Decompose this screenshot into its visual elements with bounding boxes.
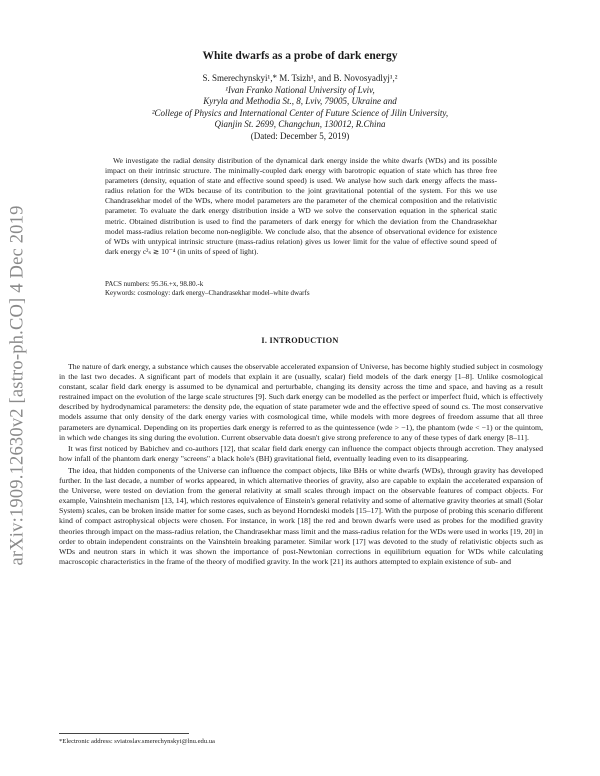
body-paragraph: The nature of dark energy, a substance which causes the observable accelerated expansion of Universe, has become highly studied subject in cosmology in the last two decades. A significant part of models that explain it are (usually, scalar) field models of the dark energy [1–8]. Unlike cosmological constant, scalar field dark energy is assumed to be dynamical and perturbable, changing its density across the time and space, and having as a result restrained impact on the evolution of the large scale structures [9]. Such dark energy can be modelled as the perfect or imperfect fluid, which is effectively described by hydrodynamical parameters: the density ρde, the equation of state parameter wde and the effective speed of sound cs. The most conservative models assume that only density of the dark energy varies with cosmological time, while models with more degrees of freedom assume that all three parameters are dynamical. Depending on its properties dark energy is referred to as the quintessence (wde > −1), the phantom (wde < −1) or the quintom, in which wde changes its sing during the evolution. Current observable data doesn't give strong preference to any of these types of dark energy [8–11]. — [59, 362, 543, 442]
dated-line: (Dated: December 5, 2019) — [250, 130, 350, 141]
pacs-numbers: PACS numbers: 95.36.+x, 98.80.-k — [105, 280, 204, 288]
abstract: We investigate the radial density distribution of the dynamical dark energy inside the white dwarfs (WDs) and its possible impact on their intrinsic structure. The minimally-coupled dark energy with barotropic equation of state which has three free parameters (density, equation of state and effective sound speed) is used. We analyse how such dark energy affects the mass-radius relation for the WDs because of its contribution to the joint gravitational potential of the system. For this we use Chandrasekhar model of the WDs, where model parameters are the parameter of the chemical composition and the relativistic parameter. To evaluate the dark energy distribution inside a WD we solve the conservation equation in the spherical static metric. Obtained distribution is used to find the parameters of dark energy for which the deviation from the Chandrasekhar model mass-radius relation become non-negligible. We conclude also, that the absence of observational evidence for existence of WDs with untypical intrinsic structure (mass-radius relation) gives us lower limit for the value of effective sound speed of dark energy c²ₛ ≳ 10⁻⁴ (in units of speed of light). — [105, 156, 497, 256]
body-paragraph: It was first noticed by Babichev and co-authors [12], that scalar field dark energy can influence the compact objects through accretion. They analysed how infall of the phantom dark energy "screens" a black hole's (BH) gravitational field, eventually leading even to its disappearing. — [59, 444, 543, 464]
affiliation-line: Kyryla and Methodia St., 8, Lviv, 79005, Ukraine and — [203, 96, 397, 106]
arxiv-id: arXiv:1909.12630v2 [astro-ph.CO] 4 Dec 2019 — [7, 204, 28, 566]
section-heading: I. INTRODUCTION — [261, 336, 339, 345]
body-paragraph: The idea, that hidden components of the Universe can influence the compact objects, like BHs or white dwarfs (WDs), through gravity has developed further. In the last decade, a number of works appeared, in which alternative theories of gravity, also are capable to explain the accelerated expansion of the Universe, were tested on deviation from the general relativity at small scales through impact on the observable features of compact objects. For example, Vainshtein mechanism [13, 14], which restores equivalence of Einstein's general relativity and some of alternative gravity theories at small (Solar System) scales, can be broken inside matter for some cases, such as beyond Horndeski models [15–17]. With the purpose of probing this scenario different kind of compact astrophysical objects were chosen. For instance, in work [18] the red and brown dwarfs were used as probes for the modified gravity theories through impact on the mass-radius relation, the Chandrasekhar mass limit and the mass-radius relation for the WDs were used in works [19, 20] in order to obtain independent constraints on the Vainshtein breaking parameter. Similar work [17] was devoted to the study of relativistic objects such as WDs and neutron stars in which it was shown the importance of post-Newtonian corrections in equilibrium equation for WDs while calculating macroscopic characteristics in the frame of the theory of modified gravity. In the work [21] its authors attempted to explain existence of sub- and — [59, 465, 543, 566]
paper-title: White dwarfs as a probe of dark energy — [202, 50, 398, 62]
author-block — [60, 73, 540, 142]
arxiv-stamp — [2, 160, 34, 610]
body-text — [59, 362, 543, 568]
affiliation-line: ²College of Physics and International Center of Future Science of Jilin University, — [151, 107, 449, 118]
author-list: S. Smerechynskyi¹,* M. Tsizh¹, and B. Novosyadlyj¹,² — [202, 73, 398, 83]
affiliation-line: ¹Ivan Franko National University of Lviv, — [225, 84, 375, 95]
footnote-rule — [59, 733, 189, 734]
affiliation-line: Qianjin St. 2699, Changchun, 130012, R.China — [214, 119, 386, 129]
footnote: *Electronic address: sviatoslav.smerechynskyi@lnu.edu.ua — [59, 738, 215, 745]
keywords: Keywords: cosmology: dark energy–Chandrasekhar model–white dwarfs — [105, 289, 310, 297]
meta-block — [105, 280, 497, 298]
